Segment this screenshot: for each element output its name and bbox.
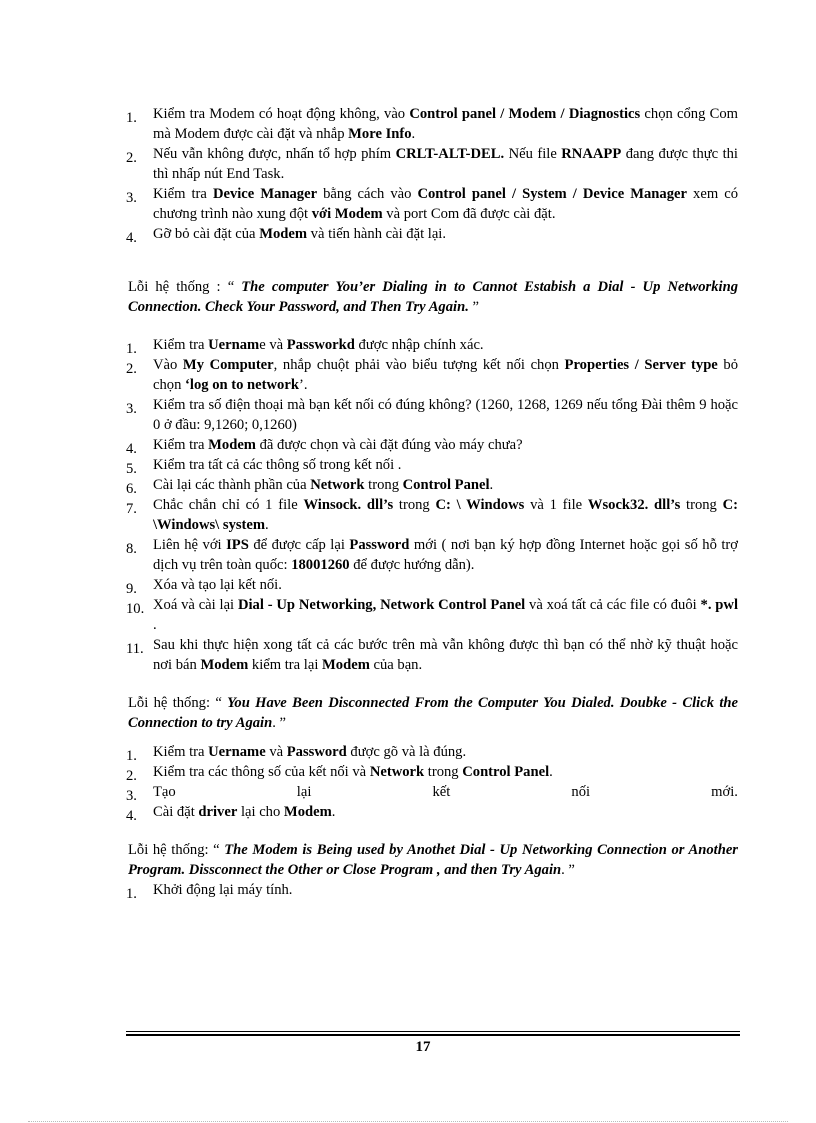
list-item: 1. Kiểm tra Uername và Passworkd được nhập chính xác. [126,337,484,357]
item-number: 3. [126,190,137,206]
item-number: 1. [126,110,137,126]
item-number: 11. [126,641,144,657]
error-message: The computer You’er Dialing in to Cannot Estabish a Dial - Up Networking Connection. Check Your Password, and Then Try Again. [128,279,738,315]
list-item: 7. Chắc chắn chỉ có 1 file Winsock. dll’s trong C: \ Windows và 1 file Wsock32. dll’s trong C: \Windows\ system. [126,497,738,533]
list-item: 3. Tạo lại kết nối mới. [126,784,738,804]
list-item: 10. Xoá và cài lại Dial - Up Networking, Network Control Panel và xoá tất cả các file có đuôi *. pwl . [126,597,738,633]
list-item: 1. Kiểm tra Modem có hoạt động không, vào Control panel / Modem / Diagnostics chọn cổng Com mà Modem được cài đặt và nhắp More Info. [126,106,738,142]
item-number: 2. [126,768,137,784]
page-number: 17 [415,1039,431,1055]
error-heading: Lỗi hệ thống: “ The Modem is Being used by Anothet Dial - Up Networking Connection or Another Program. Dissconnect the Other or Close Program , and then Try Again. ” [128,842,738,878]
modem-check-list [128,104,738,244]
footer-rule [126,1031,740,1036]
list-item: 11. Sau khi thực hiện xong tất cả các bước trên mà vẫn không được thì bạn có thể nhờ kỹ thuật hoặc nơi bán Modem kiểm tra lại Modem của bạn. [126,637,738,673]
list-item: 1. Khởi động lại máy tính. [126,882,293,902]
item-number: 1. [126,341,137,357]
error-heading: Lỗi hệ thống : “ The computer You’er Dialing in to Cannot Estabish a Dial - Up Networking Connection. Check Your Password, and Then Try Again. ” [128,279,738,315]
item-number: 10. [126,601,145,617]
item-number: 5. [126,461,137,477]
list-item: 4. Kiểm tra Modem đã được chọn và cài đặt đúng vào máy chưa? [126,437,523,457]
list-item: 5. Kiểm tra tất cả các thông số trong kết nối . [126,457,402,477]
error-heading: Lỗi hệ thống: “ You Have Been Disconnected From the Computer You Dialed. Doubke - Click the Connection to try Again. ” [128,695,738,731]
item-number: 9. [126,581,137,597]
list-item: 3. Kiểm tra số điện thoại mà bạn kết nối có đúng không? (1260, 1268, 1269 nếu tổng Đài thêm 9 hoặc 0 ở đầu: 9,1260; 0,1260) [126,397,738,433]
list-item: 6. Cài lại các thành phần của Network trong Control Panel. [126,477,494,497]
error-message: You Have Been Disconnected From the Computer You Dialed. Doubke - Click the Connection to try Again [128,695,738,731]
connection-check-list [128,335,738,675]
list-item: 2. Kiểm tra các thông số của kết nối và Network trong Control Panel. [126,764,553,784]
item-number: 6. [126,481,137,497]
item-number: 7. [126,501,137,517]
item-number: 4. [126,441,137,457]
list-item: 4. Gỡ bỏ cài đặt của Modem và tiến hành cài đặt lại. [126,226,447,246]
list-item: 9. Xóa và tạo lại kết nối. [126,577,282,597]
restart-list [128,880,738,900]
item-number: 3. [126,788,137,804]
item-number: 4. [126,808,137,824]
item-number: 8. [126,541,137,557]
list-item: 3. Kiểm tra Device Manager bằng cách vào Control panel / System / Device Manager xem có chương trình nào xung đột với Modem và port Com đã được cài đặt. [126,186,738,222]
item-number: 4. [126,230,137,246]
item-number: 2. [126,361,137,377]
error-message: The Modem is Being used by Anothet Dial - Up Networking Connection or Another Program. Dissconnect the Other or Close Program , and then Try Again [128,842,738,878]
list-item: 1. Kiểm tra Uername và Password được gõ và là đúng. [126,744,467,764]
list-item: 4. Cài đặt driver lại cho Modem. [126,804,336,824]
list-item: 8. Liên hệ với IPS để được cấp lại Password mới ( nơi bạn ký hợp đồng Internet hoặc gọi số hỗ trợ dịch vụ trên toàn quốc: 18001260 để được hướng dẫn). [126,537,738,573]
disconnect-check-list [128,742,738,822]
item-number: 3. [126,401,137,417]
page-bottom-border [28,1121,788,1122]
item-number: 1. [126,886,137,902]
item-number: 2. [126,150,137,166]
list-item: 2. Nếu vẫn không được, nhấn tổ hợp phím CRLT-ALT-DEL. Nếu file RNAAPP đang được thực thi thì nhấp nút End Task. [126,146,738,182]
list-item: 2. Vào My Computer, nhắp chuột phải vào biểu tượng kết nối chọn Properties / Server type bỏ chọn ‘log on to network’. [126,357,738,393]
item-number: 1. [126,748,137,764]
page-content [128,104,738,900]
